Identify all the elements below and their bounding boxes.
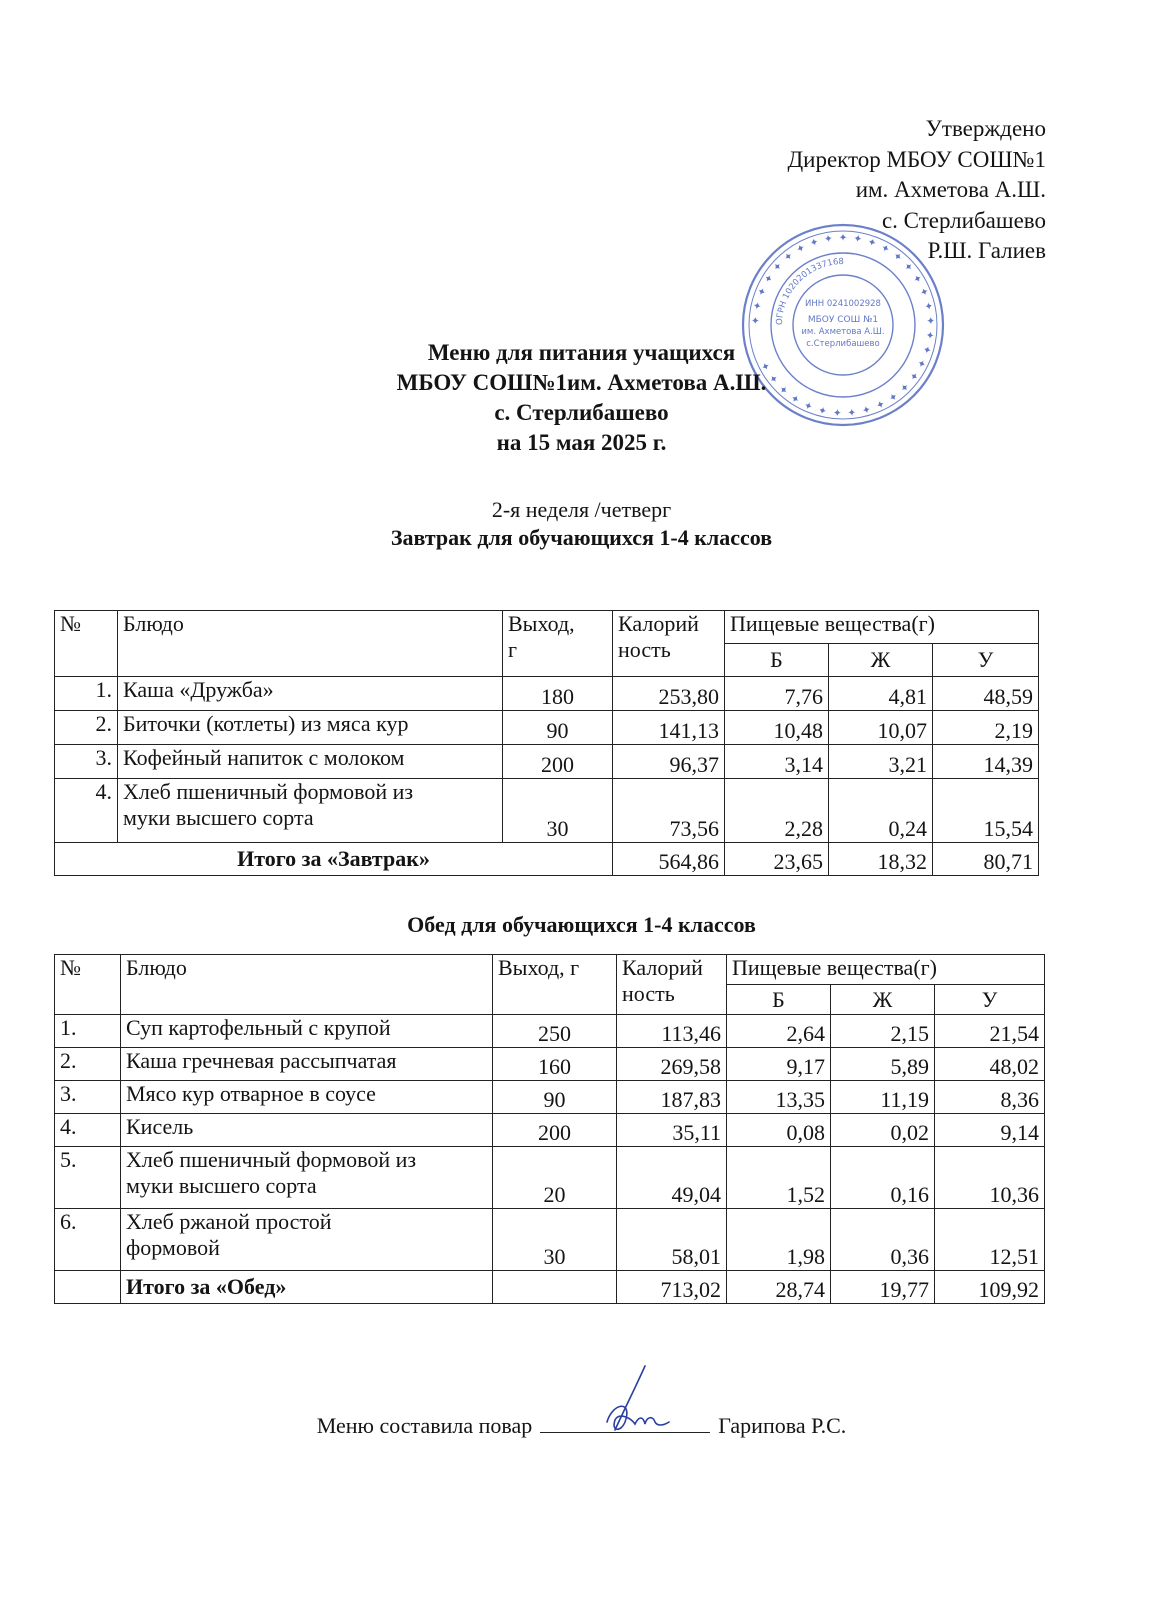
- total-calories: 713,02: [617, 1271, 727, 1304]
- total-calories: 564,86: [613, 843, 725, 876]
- row-dish: Кофейный напиток с молоком: [118, 745, 503, 779]
- row-calories: 96,37: [613, 745, 725, 779]
- stamp-ogrn: ОГРН 1020201337168: [774, 256, 845, 326]
- row-no: 6.: [55, 1209, 121, 1271]
- row-u: 48,02: [935, 1048, 1045, 1081]
- table-row: [55, 1209, 1045, 1271]
- row-calories: 73,56: [613, 779, 725, 843]
- header-cal-l2: ность: [618, 637, 671, 662]
- row-u: 14,39: [933, 745, 1039, 779]
- row-zh: 11,19: [831, 1081, 935, 1114]
- header-nutrients: Пищевые вещества(г): [725, 611, 1039, 644]
- row-dish: Кисель: [121, 1114, 493, 1147]
- row-calories: 141,13: [613, 711, 725, 745]
- lunch-table: [54, 954, 1045, 1304]
- row-dish: Мясо кур отварное в соусе: [121, 1081, 493, 1114]
- row-no: 3.: [55, 745, 118, 779]
- header-dish: [118, 611, 503, 677]
- row-yield: 200: [493, 1114, 617, 1147]
- row-b: 7,76: [725, 677, 829, 711]
- header-dish-text: Блюдо: [123, 611, 184, 636]
- row-dish-l2: формовой: [126, 1235, 220, 1260]
- lunch-header-row: [55, 955, 1045, 985]
- footer-prefix: Меню составила повар: [316, 1413, 533, 1438]
- approval-village: с. Стерлибашево: [881, 207, 1046, 233]
- row-yield: 30: [493, 1209, 617, 1271]
- heading-line-1: Меню для питания учащихся: [427, 340, 736, 365]
- svg-text:✦ ✦ ✦ ✦ ✦ ✦ ✦ ✦ ✦ ✦ ✦ ✦ ✦ ✦ ✦: ✦ ✦ ✦ ✦ ✦ ✦ ✦ ✦ ✦ ✦ ✦ ✦ ✦ ✦ ✦ ✦ ✦ ✦ ✦ ✦ ✦ ✦ ✦ ✦ ✦ ✦ ✦ ✦ ✦ ✦ ✦ ✦ ✦ ✦ ✦: [749, 231, 937, 419]
- row-no: 2.: [55, 1048, 121, 1081]
- header-yield: [503, 611, 613, 677]
- header-yield-l2: г: [508, 637, 518, 662]
- row-yield: 180: [503, 677, 613, 711]
- row-b: 2,64: [727, 1015, 831, 1048]
- row-yield: 30: [503, 779, 613, 843]
- row-yield: 250: [493, 1015, 617, 1048]
- row-no: 1.: [55, 677, 118, 711]
- row-calories: 269,58: [617, 1048, 727, 1081]
- row-no: 4.: [55, 779, 118, 843]
- row-dish: [118, 779, 503, 843]
- row-b: 2,28: [725, 779, 829, 843]
- approval-position: Директор МБОУ СОШ№1: [787, 146, 1046, 172]
- header-u: У: [935, 985, 1045, 1015]
- header-dish: Блюдо: [121, 955, 493, 1015]
- row-dish: [121, 1147, 493, 1209]
- row-dish: Биточки (котлеты) из мяса кур: [118, 711, 503, 745]
- row-calories: 58,01: [617, 1209, 727, 1271]
- row-b: 1,98: [727, 1209, 831, 1271]
- row-zh: 3,21: [829, 745, 933, 779]
- approval-school: им. Ахметова А.Ш.: [855, 177, 1046, 202]
- breakfast-title: Завтрак для обучающихся 1-4 классов: [390, 525, 773, 550]
- row-u: 9,14: [935, 1114, 1045, 1147]
- total-b: 28,74: [727, 1271, 831, 1304]
- row-calories: 113,46: [617, 1015, 727, 1048]
- total-zh: 19,77: [831, 1271, 935, 1304]
- total-b: 23,65: [725, 843, 829, 876]
- handwritten-signature: [585, 1362, 685, 1442]
- header-zh: Ж: [829, 644, 933, 677]
- row-zh: 0,02: [831, 1114, 935, 1147]
- stamp-center-1: МБОУ СОШ №1: [807, 315, 879, 325]
- header-cal-l1: Калорий: [622, 955, 703, 980]
- total-u: 80,71: [933, 843, 1039, 876]
- row-zh: 0,16: [831, 1147, 935, 1209]
- heading-line-2: МБОУ СОШ№1им. Ахметова А.Ш.: [396, 370, 767, 395]
- row-no: 2.: [55, 711, 118, 745]
- row-dish-l1: Хлеб пшеничный формовой из: [123, 779, 414, 804]
- row-dish: Суп картофельный с крупой: [121, 1015, 493, 1048]
- row-b: 10,48: [725, 711, 829, 745]
- row-zh: 2,15: [831, 1015, 935, 1048]
- total-empty-cell: [55, 1271, 121, 1304]
- row-dish-l2: муки высшего сорта: [126, 1173, 317, 1198]
- row-u: 2,19: [933, 711, 1039, 745]
- heading-line-3: с. Стерлибашево: [494, 400, 669, 425]
- approval-label: Утверждено: [925, 116, 1046, 141]
- row-dish-l1: Хлеб пшеничный формовой из: [126, 1147, 417, 1172]
- menu-heading: [0, 338, 1163, 458]
- total-row: [55, 1271, 1045, 1304]
- row-u: 48,59: [933, 677, 1039, 711]
- row-dish: Каша гречневая рассыпчатая: [121, 1048, 493, 1081]
- header-cal-l2: ность: [622, 981, 675, 1006]
- approval-director: Р.Ш. Галиев: [927, 238, 1046, 263]
- table-row: [55, 1048, 1045, 1081]
- stamp-center-2: им. Ахметова А.Ш.: [801, 327, 885, 337]
- stamp-center-3: с.Стерлибашево: [806, 339, 880, 349]
- header-calories: [617, 955, 727, 1015]
- table-row: [55, 745, 1039, 779]
- row-dish-l1: Хлеб ржаной простой: [126, 1209, 332, 1234]
- row-yield: 160: [493, 1048, 617, 1081]
- header-cal-l1: Калорий: [618, 611, 699, 636]
- row-u: 12,51: [935, 1209, 1045, 1271]
- lunch-title: Обед для обучающихся 1-4 классов: [407, 912, 756, 937]
- table-row: [55, 711, 1039, 745]
- row-no: 3.: [55, 1081, 121, 1114]
- row-b: 0,08: [727, 1114, 831, 1147]
- table-row: [55, 677, 1039, 711]
- header-calories: [613, 611, 725, 677]
- row-b: 13,35: [727, 1081, 831, 1114]
- total-row: [55, 843, 1039, 876]
- row-u: 21,54: [935, 1015, 1045, 1048]
- row-calories: 187,83: [617, 1081, 727, 1114]
- table-row: [55, 1147, 1045, 1209]
- row-yield: 200: [503, 745, 613, 779]
- header-yield: Выход, г: [493, 955, 617, 1015]
- row-calories: 49,04: [617, 1147, 727, 1209]
- row-no: 1.: [55, 1015, 121, 1048]
- heading-date: на 15 мая 2025 г.: [496, 430, 667, 455]
- total-yield-empty: [493, 1271, 617, 1304]
- total-label: Итого за «Завтрак»: [55, 843, 613, 876]
- total-zh: 18,32: [829, 843, 933, 876]
- row-b: 1,52: [727, 1147, 831, 1209]
- row-zh: 0,36: [831, 1209, 935, 1271]
- header-u: У: [933, 644, 1039, 677]
- header-yield-l1: Выход,: [508, 611, 575, 636]
- table-row: [55, 1114, 1045, 1147]
- row-no: 5.: [55, 1147, 121, 1209]
- total-label: Итого за «Обед»: [121, 1271, 493, 1304]
- table-row: [55, 1081, 1045, 1114]
- row-u: 8,36: [935, 1081, 1045, 1114]
- header-no: №: [55, 955, 121, 1015]
- breakfast-table: [54, 610, 1039, 876]
- header-b: Б: [727, 985, 831, 1015]
- week-day: 2-я неделя /четверг: [491, 497, 672, 522]
- row-zh: 4,81: [829, 677, 933, 711]
- stamp-inn: ИНН 0241002928: [805, 299, 881, 309]
- row-u: 15,54: [933, 779, 1039, 843]
- row-b: 9,17: [727, 1048, 831, 1081]
- footer-cook: Гарипова Р.С.: [718, 1413, 847, 1438]
- row-yield: 90: [503, 711, 613, 745]
- breakfast-header-row: [55, 611, 1039, 644]
- row-calories: 253,80: [613, 677, 725, 711]
- row-calories: 35,11: [617, 1114, 727, 1147]
- row-zh: 5,89: [831, 1048, 935, 1081]
- row-u: 10,36: [935, 1147, 1045, 1209]
- row-dish: [121, 1209, 493, 1271]
- row-zh: 0,24: [829, 779, 933, 843]
- row-dish: Каша «Дружба»: [118, 677, 503, 711]
- header-b: Б: [725, 644, 829, 677]
- row-yield: 20: [493, 1147, 617, 1209]
- row-b: 3,14: [725, 745, 829, 779]
- row-yield: 90: [493, 1081, 617, 1114]
- header-no: №: [55, 611, 118, 677]
- row-zh: 10,07: [829, 711, 933, 745]
- row-dish-l2: муки высшего сорта: [123, 805, 314, 830]
- table-row: [55, 779, 1039, 843]
- table-row: [55, 1015, 1045, 1048]
- total-u: 109,92: [935, 1271, 1045, 1304]
- header-zh: Ж: [831, 985, 935, 1015]
- row-no: 4.: [55, 1114, 121, 1147]
- header-nutrients: Пищевые вещества(г): [727, 955, 1045, 985]
- footer-signature-line: [0, 1412, 1163, 1440]
